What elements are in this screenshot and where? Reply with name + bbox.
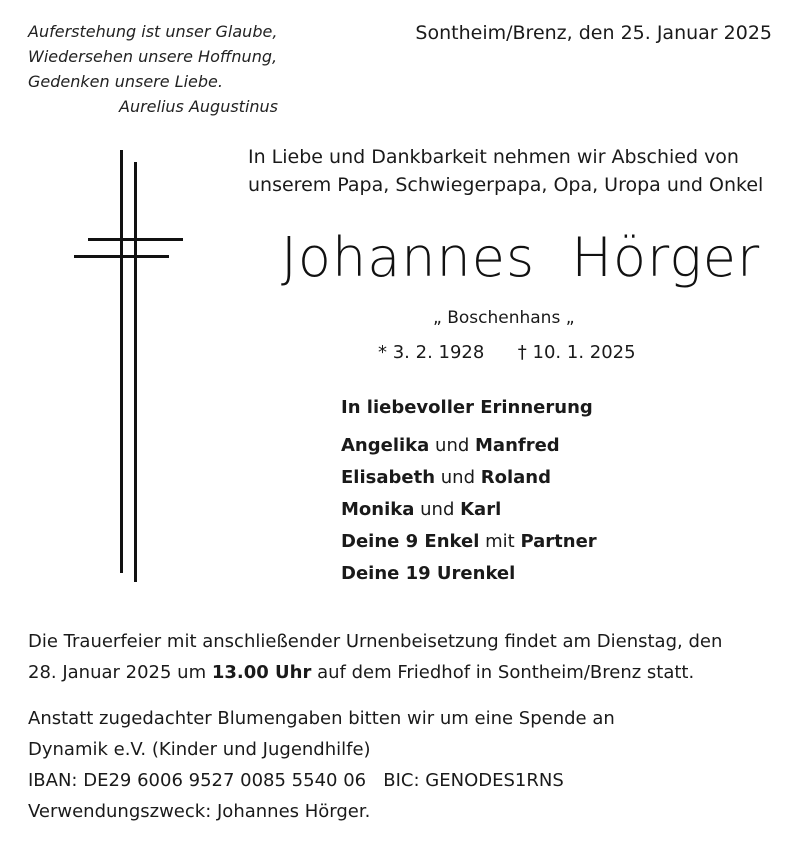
quote-block <box>28 19 278 119</box>
list-item: Angelika und Manfred <box>341 435 560 456</box>
donation-line: Dynamik e.V. (Kinder und Jugendhilfe) <box>28 739 371 760</box>
list-item: Deine 9 Enkel mit Partner <box>341 531 597 552</box>
donation-line: Anstatt zugedachter Blumengaben bitten wir um eine Spende an <box>28 708 615 729</box>
donation-line: IBAN: DE29 6006 9527 0085 5540 06 BIC: GENODES1RNS <box>28 770 564 791</box>
list-item: Elisabeth und Roland <box>341 467 551 488</box>
ceremony-text <box>28 626 722 688</box>
dateline: Sontheim/Brenz, den 25. Januar 2025 <box>415 22 772 44</box>
list-item: Monika und Karl <box>341 499 502 520</box>
death-date: † 10. 1. 2025 <box>517 342 636 363</box>
quote-author: Aurelius Augustinus <box>119 97 279 116</box>
intro-line: In Liebe und Dankbarkeit nehmen wir Abschied von <box>248 146 739 168</box>
deceased-name: Johannes Hörger <box>281 226 761 289</box>
birth-date: * 3. 2. 1928 <box>378 342 485 363</box>
intro-text <box>248 143 763 199</box>
quote-line: Auferstehung ist unser Glaube, <box>28 22 278 41</box>
donation-line: Verwendungszweck: Johannes Hörger. <box>28 801 371 822</box>
nickname: „ Boschenhans „ <box>433 308 575 328</box>
ceremony-time: 13.00 Uhr <box>211 662 312 683</box>
memory-title: In liebevoller Erinnerung <box>341 397 593 418</box>
intro-line: unserem Papa, Schwiegerpapa, Opa, Uropa und Onkel <box>248 174 764 196</box>
list-item: Deine 19 Urenkel <box>341 563 516 584</box>
cross-icon <box>70 150 185 582</box>
ceremony-line: 28. Januar 2025 um 13.00 Uhr auf dem Friedhof in Sontheim/Brenz statt. <box>28 662 695 683</box>
ceremony-line: Die Trauerfeier mit anschließender Urnenbeisetzung findet am Dienstag, den <box>28 631 723 652</box>
quote-line: Gedenken unsere Liebe. <box>28 72 223 91</box>
quote-line: Wiedersehen unsere Hoffnung, <box>28 47 278 66</box>
donation-text <box>28 703 615 827</box>
life-dates <box>378 342 636 363</box>
family-list <box>341 430 597 590</box>
